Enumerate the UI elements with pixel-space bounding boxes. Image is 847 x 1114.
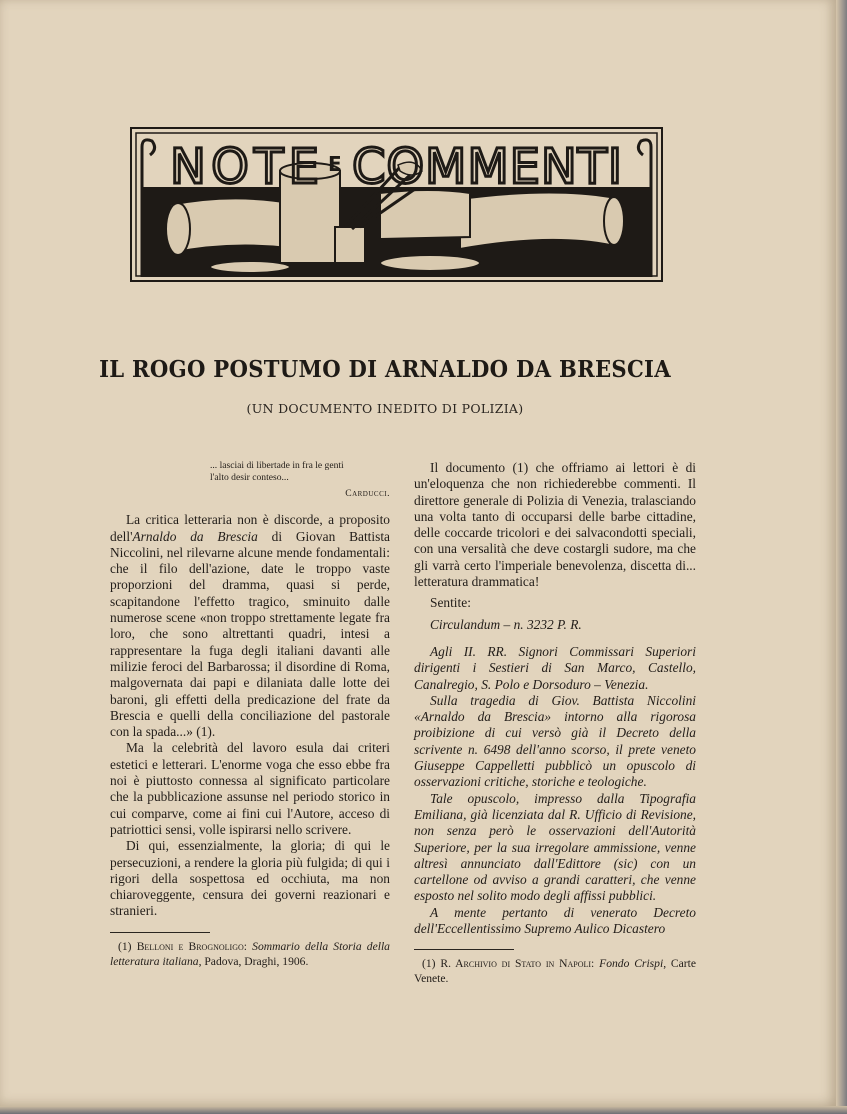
left-column bbox=[110, 460, 390, 969]
epigraph-line-2: l'alto desir conteso... bbox=[210, 472, 289, 483]
paragraph: Circulandum – n. 3232 P. R. bbox=[430, 616, 582, 632]
paragraph: A mente pertanto di venerato Decreto dell'Eccellentissimo Supremo Aulico Dicastero bbox=[414, 904, 696, 937]
paragraph: Di qui, essenzialmente, la gloria; di qui le persecuzioni, a rendere la gloria più fulgida; di qui i rigori della sospettosa ed occhiuta, ma non chiaroveggente, censura dei governi reazionari e stranieri. bbox=[110, 838, 390, 919]
footnote: (1) R. Archivio di Stato in Napoli: Fondo Crispi, Carte Venete. bbox=[414, 957, 697, 986]
paragraph: La critica letteraria non è discorde, a proposito dell'Arnaldo da Brescia di Giovan Battista Niccolini, nel rilevarne alcune mende fondamentali: che il filo dell'azione, date le troppo vaste proporzioni del dramma, quasi si perde, scapitandone l'effetto tragico, sminuito dalle numerose scene «non troppo strettamente legate fra loro, che sono altrettanti quadri, intesi a rappresentare la fuga degli italiani davanti alle milizie feroci del Barbarossa; il disordine di Roma, malgovernata dai papi e dilaniata dalle lotte dei baroni, gli effetti della predicazione del frate da Brescia e quelli della conciliazione del pastorale con la spada...» (1). bbox=[110, 512, 390, 740]
paragraph: Sentite: bbox=[430, 595, 471, 611]
right-column bbox=[414, 460, 696, 986]
footnote-rule bbox=[110, 932, 210, 933]
paragraph: Ma la celebrità del lavoro esula dai criteri estetici e letterari. L'enorme voga che esso ebbe fra noi è piuttosto connessa al significato particolare che la pubblicazione assunse nel periodo storico in cui comparve, come ai fini cui l'Autore, acceso di patriottici sensi, volle ispirarsi nello scrivere. bbox=[110, 740, 390, 837]
article-title: IL ROGO POSTUMO DI ARNALDO DA BRESCIA bbox=[99, 356, 671, 383]
epigraph-line-1: ... lasciai di libertade in fra le genti bbox=[210, 460, 344, 471]
paragraph: Il documento (1) che offriamo ai lettori è di un'eloquenza che non richiederebbe commenti. Il direttore generale di Polizia di Venezia, tralasciando una volta tanto di occuparsi delle barbe cittadine, delle coccarde tricolori e dei salvacondotti speciali, con una versalità che deve costargli sudore, ma che gli varrà certo l'imperiale benevolenza, discetta di... letteratura drammatica! bbox=[414, 460, 696, 590]
article-subtitle: (UN DOCUMENTO INEDITO DI POLIZIA) bbox=[246, 401, 524, 416]
svg-text:COMMENTI: COMMENTI bbox=[352, 139, 622, 195]
footnote: (1) Belloni e Brognoligo: Sommario della Storia della letteratura italiana, Padova, Draghi, 1906. bbox=[110, 939, 390, 968]
page-edge bbox=[836, 0, 847, 1114]
paragraph: Tale opuscolo, impresso dalla Tipografia Emiliana, già licenziata dal R. Ufficio di Revisione, non senza però le osservazioni dell'Autorità Superiore, per la sua irregolare ammissione, venne altresì annunciato dall'Edittore (sic) con un cartellone od avviso a grandi caratteri, che venne esposto nel solito modo degli affissi pubblici. bbox=[414, 790, 696, 904]
svg-text:NOTE: NOTE bbox=[170, 139, 320, 195]
paragraph: Agli II. RR. Signori Commissari Superiori dirigenti i Sestieri di San Marco, Castello, Canalregio, S. Polo e Dorsoduro – Venezia. bbox=[414, 643, 696, 692]
epigraph-author: Carducci. bbox=[345, 488, 390, 499]
note-e-commenti-banner bbox=[130, 127, 663, 282]
svg-text:E: E bbox=[328, 152, 342, 176]
paragraph: Sulla tragedia di Giov. Battista Niccolini «Arnaldo da Brescia» intorno alla rigorosa proibizione di cui versò già il Decreto della scrivente n. 6498 dell'anno scorso, il prete veneto Giuseppe Cappelletti pubblicò un opuscolo di osservazioni critiche, storiche e teologiche. bbox=[414, 692, 696, 790]
page-edge bbox=[0, 1106, 847, 1114]
footnote-rule bbox=[414, 949, 514, 950]
